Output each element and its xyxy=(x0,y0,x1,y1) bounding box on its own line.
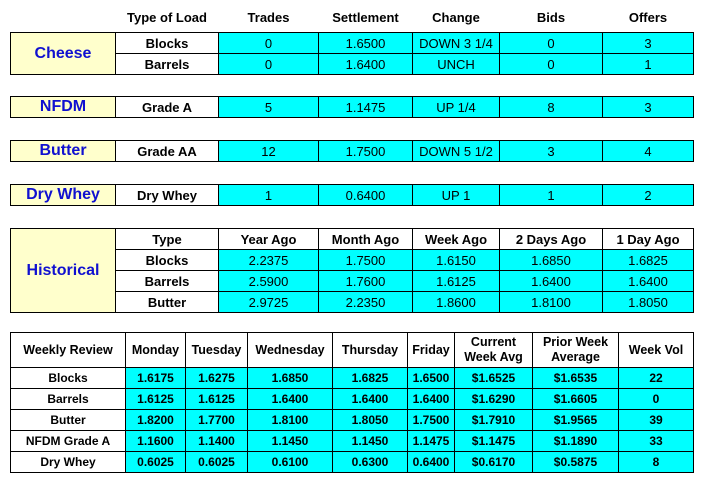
load-type: Grade A xyxy=(116,97,219,118)
table-row xyxy=(11,33,694,54)
cell: 1.6175 xyxy=(126,368,186,389)
column-header: Month Ago xyxy=(319,229,413,250)
column-header: Tuesday xyxy=(186,333,248,368)
trades-value: 1 xyxy=(219,185,319,206)
table-header-row xyxy=(11,333,694,368)
row-label: NFDM Grade A xyxy=(11,431,126,452)
cell: 1.6500 xyxy=(408,368,455,389)
header-change: Change xyxy=(432,10,480,25)
column-header: Current Week Avg xyxy=(455,333,533,368)
weekly-review-table xyxy=(10,332,694,473)
cell: $1.9565 xyxy=(533,410,619,431)
cell: 2.9725 xyxy=(219,292,319,313)
cell: 0.6025 xyxy=(126,452,186,473)
column-header: Week Ago xyxy=(413,229,500,250)
cell: 0.6025 xyxy=(186,452,248,473)
cell: $0.6170 xyxy=(455,452,533,473)
header-type-of-load: Type of Load xyxy=(127,10,207,25)
trades-value: 0 xyxy=(219,33,319,54)
cell: 1.1400 xyxy=(186,431,248,452)
offers-value: 3 xyxy=(603,33,694,54)
settlement-value: 0.6400 xyxy=(319,185,413,206)
cell: 33 xyxy=(619,431,694,452)
settlement-value: 1.6400 xyxy=(319,54,413,75)
cell: 1.6125 xyxy=(413,271,500,292)
cell: 1.7700 xyxy=(186,410,248,431)
cell: 0.6400 xyxy=(408,452,455,473)
cell: 1.8050 xyxy=(333,410,408,431)
offers-value: 2 xyxy=(603,185,694,206)
cell: 1.7500 xyxy=(319,250,413,271)
cell: 8 xyxy=(619,452,694,473)
trades-value: 5 xyxy=(219,97,319,118)
header-trades: Trades xyxy=(247,10,290,25)
offers-value: 4 xyxy=(603,141,694,162)
cell: $1.6605 xyxy=(533,389,619,410)
cell: 1.8100 xyxy=(248,410,333,431)
column-header: Week Vol xyxy=(619,333,694,368)
change-value: UP 1 xyxy=(413,185,500,206)
cell: 1.6400 xyxy=(333,389,408,410)
load-type: Blocks xyxy=(116,33,219,54)
category-label-nfdm: NFDM xyxy=(11,97,116,118)
table-row xyxy=(11,141,694,162)
cell: 1.6400 xyxy=(248,389,333,410)
row-label: Blocks xyxy=(11,368,126,389)
bids-value: 0 xyxy=(500,33,603,54)
cell: 1.7600 xyxy=(319,271,413,292)
cell: 0.6300 xyxy=(333,452,408,473)
column-header: Year Ago xyxy=(219,229,319,250)
column-header: 1 Day Ago xyxy=(603,229,694,250)
cell: 1.6850 xyxy=(500,250,603,271)
cell: 1.6400 xyxy=(603,271,694,292)
column-header: Type xyxy=(116,229,219,250)
column-header: Prior Week Average xyxy=(533,333,619,368)
cell: 1.6150 xyxy=(413,250,500,271)
header-bids: Bids xyxy=(536,10,566,25)
cell: $1.6525 xyxy=(455,368,533,389)
bids-value: 1 xyxy=(500,185,603,206)
cell: $0.5875 xyxy=(533,452,619,473)
cell: 1.1600 xyxy=(126,431,186,452)
table-row xyxy=(11,410,694,431)
cell: 1.8050 xyxy=(603,292,694,313)
trades-value: 12 xyxy=(219,141,319,162)
cell: 1.6400 xyxy=(500,271,603,292)
cell: 0 xyxy=(619,389,694,410)
settlement-value: 1.6500 xyxy=(319,33,413,54)
column-header: Monday xyxy=(126,333,186,368)
row-label: Barrels xyxy=(116,271,219,292)
cell: 1.1475 xyxy=(408,431,455,452)
historical-table xyxy=(10,228,694,313)
table-row xyxy=(11,368,694,389)
cheese-table xyxy=(10,32,694,75)
cell: 22 xyxy=(619,368,694,389)
cell: 1.7500 xyxy=(408,410,455,431)
table-row xyxy=(11,185,694,206)
header-settlement: Settlement xyxy=(332,10,399,25)
cell: 1.6850 xyxy=(248,368,333,389)
column-header: Weekly Review xyxy=(11,333,126,368)
cell: 2.5900 xyxy=(219,271,319,292)
cell: 1.1450 xyxy=(248,431,333,452)
table-row xyxy=(11,97,694,118)
column-header: Friday xyxy=(408,333,455,368)
category-label-historical: Historical xyxy=(11,229,116,313)
trades-value: 0 xyxy=(219,54,319,75)
cell: 1.6125 xyxy=(186,389,248,410)
change-value: DOWN 5 1/2 xyxy=(413,141,500,162)
table-row xyxy=(11,452,694,473)
cell: 1.1450 xyxy=(333,431,408,452)
cell: 2.2350 xyxy=(319,292,413,313)
cell: 39 xyxy=(619,410,694,431)
load-type: Grade AA xyxy=(116,141,219,162)
cell: 1.6400 xyxy=(408,389,455,410)
cell: 0.6100 xyxy=(248,452,333,473)
bids-value: 0 xyxy=(500,54,603,75)
butter-table xyxy=(10,140,694,162)
category-label-dry-whey: Dry Whey xyxy=(11,185,116,206)
table-row xyxy=(11,431,694,452)
row-label: Blocks xyxy=(116,250,219,271)
change-value: UP 1/4 xyxy=(413,97,500,118)
cell: 1.8600 xyxy=(413,292,500,313)
bids-value: 8 xyxy=(500,97,603,118)
load-type: Barrels xyxy=(116,54,219,75)
cell: 1.8100 xyxy=(500,292,603,313)
category-label-butter: Butter xyxy=(11,141,116,162)
settlement-value: 1.1475 xyxy=(319,97,413,118)
cell: 1.6125 xyxy=(126,389,186,410)
column-header: Wednesday xyxy=(248,333,333,368)
cell: 1.6275 xyxy=(186,368,248,389)
cell: $1.1475 xyxy=(455,431,533,452)
drywhey-table xyxy=(10,184,694,206)
header-offers: Offers xyxy=(628,10,668,25)
cell: $1.6290 xyxy=(455,389,533,410)
settlement-value: 1.7500 xyxy=(319,141,413,162)
bids-value: 3 xyxy=(500,141,603,162)
cell: $1.1890 xyxy=(533,431,619,452)
row-label: Butter xyxy=(11,410,126,431)
cell: 1.8200 xyxy=(126,410,186,431)
category-label-cheese: Cheese xyxy=(11,33,116,75)
table-header-row xyxy=(11,229,694,250)
nfdm-table xyxy=(10,96,694,118)
cell: 1.6825 xyxy=(333,368,408,389)
row-label: Barrels xyxy=(11,389,126,410)
offers-value: 3 xyxy=(603,97,694,118)
cell: 2.2375 xyxy=(219,250,319,271)
change-value: UNCH xyxy=(413,54,500,75)
offers-value: 1 xyxy=(603,54,694,75)
table-row xyxy=(11,389,694,410)
cell: $1.7910 xyxy=(455,410,533,431)
cell: $1.6535 xyxy=(533,368,619,389)
change-value: DOWN 3 1/4 xyxy=(413,33,500,54)
column-header: Thursday xyxy=(333,333,408,368)
column-header: 2 Days Ago xyxy=(500,229,603,250)
row-label: Dry Whey xyxy=(11,452,126,473)
load-type: Dry Whey xyxy=(116,185,219,206)
row-label: Butter xyxy=(116,292,219,313)
cell: 1.6825 xyxy=(603,250,694,271)
